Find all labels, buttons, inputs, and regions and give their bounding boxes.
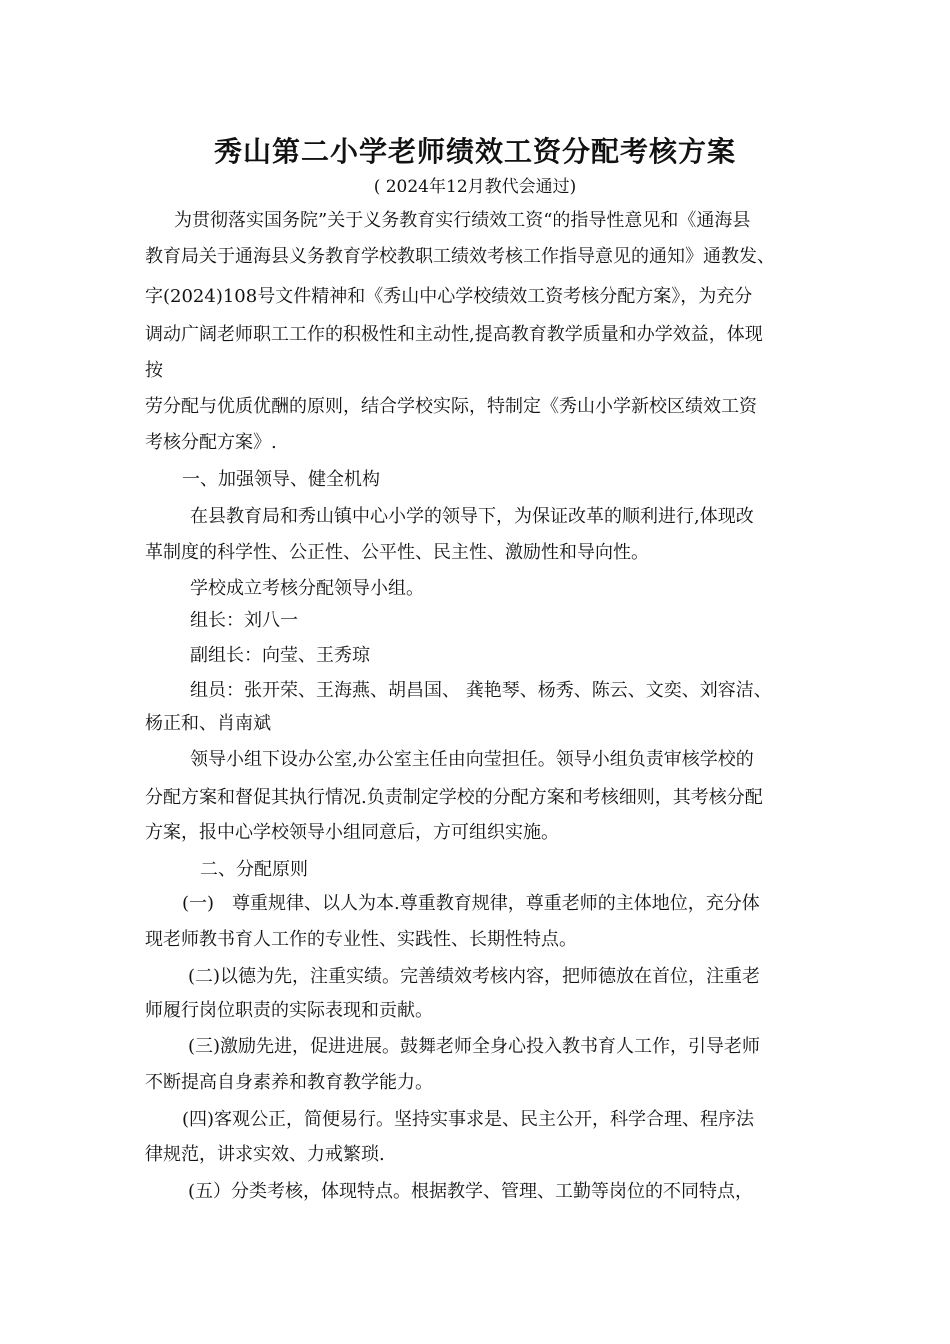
paragraph-line: 领导小组下设办公室,办公室主任由向莹担任。领导小组负责审核学校的 (190, 749, 754, 770)
paragraph-line: 律规范，讲求实效、力戒繁琐. (145, 1144, 385, 1165)
paragraph-line: 组长：刘八一 (190, 610, 298, 631)
paragraph-line: 组员：张开荣、王海燕、胡昌国、 龚艳琴、杨秀、陈云、文奕、刘容洁、 (190, 680, 772, 701)
paragraph-line: 革制度的科学性、公正性、公平性、民主性、激励性和导向性。 (145, 542, 649, 563)
paragraph-line: 方案，报中心学校领导小组同意后，方可组织实施。 (145, 822, 559, 843)
paragraph-line: 副组长：向莹、王秀琼 (190, 645, 370, 666)
paragraph-line: 为贯彻落实国务院”关于义务教育实行绩效工资“的指导性意见和《通海县 (174, 210, 751, 231)
paragraph-line: 在县教育局和秀山镇中心小学的领导下，为保证改革的顺利进行,体现改 (190, 506, 754, 527)
document-subtitle: ( 2024年12月教代会通过) (373, 177, 577, 197)
paragraph-line: (一) 尊重规律、以人为本.尊重教育规律，尊重老师的主体地位，充分体 (182, 893, 760, 914)
paragraph-line: 劳分配与优质优酬的原则，结合学校实际，特制定《秀山小学新校区绩效工资 (145, 396, 757, 417)
document-title: 秀山第二小学老师绩效工资分配考核方案 (213, 135, 736, 168)
paragraph-line: 考核分配方案》. (145, 432, 277, 453)
section-heading: 一、加强领导、健全机构 (182, 469, 380, 490)
paragraph-line: (四)客观公正，简便易行。坚持实事求是、民主公开，科学合理、程序法 (182, 1109, 755, 1130)
paragraph-line: 现老师教书育人工作的专业性、实践性、长期性特点。 (145, 929, 577, 950)
paragraph-line: 调动广阔老师职工工作的积极性和主动性,提高教育教学质量和办学效益，体现 (145, 324, 763, 345)
paragraph-line: 杨正和、肖南斌 (145, 713, 271, 734)
paragraph-line: (二)以德为先，注重实绩。完善绩效考核内容，把师德放在首位，注重老 (188, 966, 761, 987)
paragraph-line: 按 (145, 360, 163, 381)
paragraph-line: (三)激励先进，促进进展。鼓舞老师全身心投入教书育人工作，引导老师 (188, 1036, 761, 1057)
paragraph-line: 分配方案和督促其执行情况.负责制定学校的分配方案和考核细则，其考核分配 (145, 787, 763, 808)
section-heading: 二、分配原则 (200, 859, 308, 880)
paragraph-line: 不断提高自身素养和教育教学能力。 (145, 1072, 433, 1093)
paragraph-line: 教育局关于通海县义务教育学校教职工绩效考核工作指导意见的通知》通教发、 (145, 246, 775, 267)
paragraph-line: (五）分类考核，体现特点。根据教学、管理、工勤等岗位的不同特点， (188, 1181, 754, 1202)
paragraph-line: 师履行岗位职责的实际表现和贡献。 (145, 1000, 433, 1021)
paragraph-line: 学校成立考核分配领导小组。 (190, 578, 424, 599)
paragraph-line: 字(2024)108号文件精神和《秀山中心学校绩效工资考核分配方案》，为充分 (145, 286, 753, 307)
